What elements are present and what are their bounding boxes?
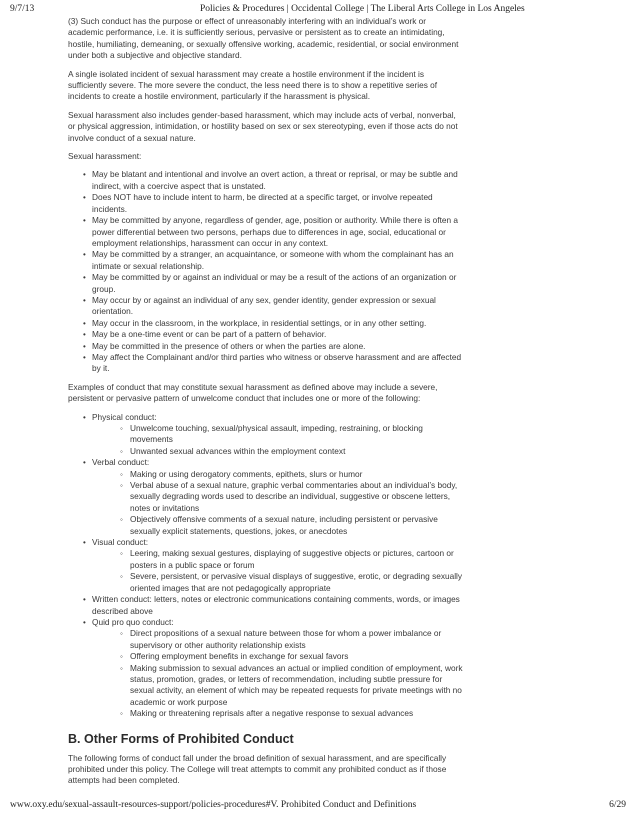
sublist-item: ◦ Unwanted sexual advances within the employment context (92, 446, 463, 457)
list-item: • May affect the Complainant and/or third parties who witness or observe harassment and are affected by it. (68, 352, 463, 375)
sublist-item: ◦ Direct propositions of a sexual nature between those for whom a power imbalance or supervisory or other authority relationship exists (92, 628, 463, 651)
list-item: • May be committed in the presence of others or when the parties are alone. (68, 341, 463, 352)
quid-pro-quo-label: Quid pro quo conduct: (92, 616, 174, 627)
page-url: www.oxy.edu/sexual-assault-resources-support/policies-procedures#V. Prohibited Conduct and Definitions (10, 800, 417, 810)
sexual-harassment-label: Sexual harassment: (68, 151, 142, 162)
quid-pro-quo-item (68, 617, 463, 720)
print-footer (10, 800, 626, 814)
written-conduct-item: • Written conduct: letters, notes or electronic communications containing comments, words, or images described above (68, 594, 463, 617)
physical-conduct-item (68, 412, 463, 458)
paragraph-section-b: The following forms of conduct fall under the broad definition of sexual harassment, and are specifically prohibited under this policy. The College will treat attempts to commit any prohibited conduct as if those attempts had been completed. (68, 752, 447, 786)
paragraph-examples-intro: Examples of conduct that may constitute sexual harassment as defined above may include a severe, persistent or pervasive pattern of unwelcome conduct that includes one or more of the following: (68, 381, 438, 404)
list-item: • May be committed by or against an individual or may be a result of the actions of an organization or group. (68, 272, 463, 295)
sublist-item: ◦ Objectively offensive comments of a sexual nature, including persistent or pervasive sexually explicit statements, questions, jokes, or anecdotes (92, 514, 463, 537)
sublist-item: ◦ Unwelcome touching, sexual/physical assault, impeding, restraining, or blocking movements (92, 423, 463, 446)
list-item: • May be committed by a stranger, an acquaintance, or someone with whom the complainant has an intimate or sexual relationship. (68, 249, 463, 272)
sublist-item: ◦ Offering employment benefits in exchange for sexual favors (92, 651, 463, 662)
sublist-item: ◦ Making submission to sexual advances an actual or implied condition of employment, work status, promotion, grades, or letters of recommendation, including subtle pressure for sexual activity, an element of which may be repeated requests for private meetings with no academic or work purpose (92, 663, 463, 709)
list-item: • Does NOT have to include intent to harm, be directed at a specific target, or involve repeated incidents. (68, 192, 463, 215)
verbal-conduct-item (68, 457, 463, 537)
verbal-conduct-sublist (92, 469, 463, 537)
list-item: • May be committed by anyone, regardless of gender, age, position or authority. While there is often a power differential between two persons, perhaps due to differences in age, social, educational or employment relationships, harassment can occur in any context. (68, 215, 463, 249)
sublist-item: ◦ Leering, making sexual gestures, displaying of suggestive objects or pictures, cartoon or posters in a public space or forum (92, 548, 463, 571)
sublist-item: ◦ Making or threatening reprisals after a negative response to sexual advances (92, 708, 463, 719)
examples-list (68, 412, 463, 720)
visual-conduct-item (68, 537, 463, 594)
sublist-item: ◦ Making or using derogatory comments, epithets, slurs or humor (92, 469, 463, 480)
paragraph-conduct-effect: (3) Such conduct has the purpose or effect of unreasonably interfering with an individual’s work or academic performance, i.e. it is sufficiently serious, pervasive or persistent as to create an intimidating, hostile, humiliating, demeaning, or sexually offensive working, academic, residential, or social environment under both a subjective and objective standard. (68, 16, 459, 61)
document-body (68, 16, 463, 794)
print-date: 9/7/13 (10, 4, 35, 14)
list-item: • May occur in the classroom, in the workplace, in residential settings, or in any other setting. (68, 318, 463, 329)
list-item: • May be blatant and intentional and involve an overt action, a threat or reprisal, or may be subtle and indirect, with a coercive aspect that is unstated. (68, 169, 463, 192)
list-item: • May occur by or against an individual of any sex, gender identity, gender expression or sexual orientation. (68, 295, 463, 318)
verbal-conduct-label: Verbal conduct: (92, 457, 150, 468)
quid-pro-quo-sublist (92, 628, 463, 719)
sublist-item: ◦ Verbal abuse of a sexual nature, graphic verbal commentaries about an individual’s body, sexually degrading words used to describe an individual, suggestive or obscene letters, notes or invitations (92, 480, 463, 514)
paragraph-gender-based: Sexual harassment also includes gender-based harassment, which may include acts of verbal, nonverbal, or physical aggression, intimidation, or hostility based on sex or sex stereotyping, even if those acts do not involve conduct of a sexual nature. (68, 109, 458, 143)
list-item: • May be a one-time event or can be part of a pattern of behavior. (68, 329, 463, 340)
visual-conduct-label: Visual conduct: (92, 537, 149, 548)
physical-conduct-label: Physical conduct: (92, 411, 157, 422)
visual-conduct-sublist (92, 548, 463, 594)
page-title: Policies & Procedures | Occidental College | The Liberal Arts College in Los Angeles (200, 4, 525, 14)
sexual-harassment-list (68, 169, 463, 374)
physical-conduct-sublist (92, 423, 463, 457)
paragraph-single-incident: A single isolated incident of sexual harassment may create a hostile environment if the incident is sufficiently severe. The more severe the conduct, the less need there is to show a repetitive series of incidents to create a hostile environment, particularly if the harassment is physical. (68, 68, 438, 102)
sublist-item: ◦ Severe, persistent, or pervasive visual displays of suggestive, erotic, or degrading sexually oriented images that are not pedagogically appropriate (92, 571, 463, 594)
page-number: 6/29 (609, 800, 626, 810)
section-b-heading: B. Other Forms of Prohibited Conduct (68, 731, 294, 746)
